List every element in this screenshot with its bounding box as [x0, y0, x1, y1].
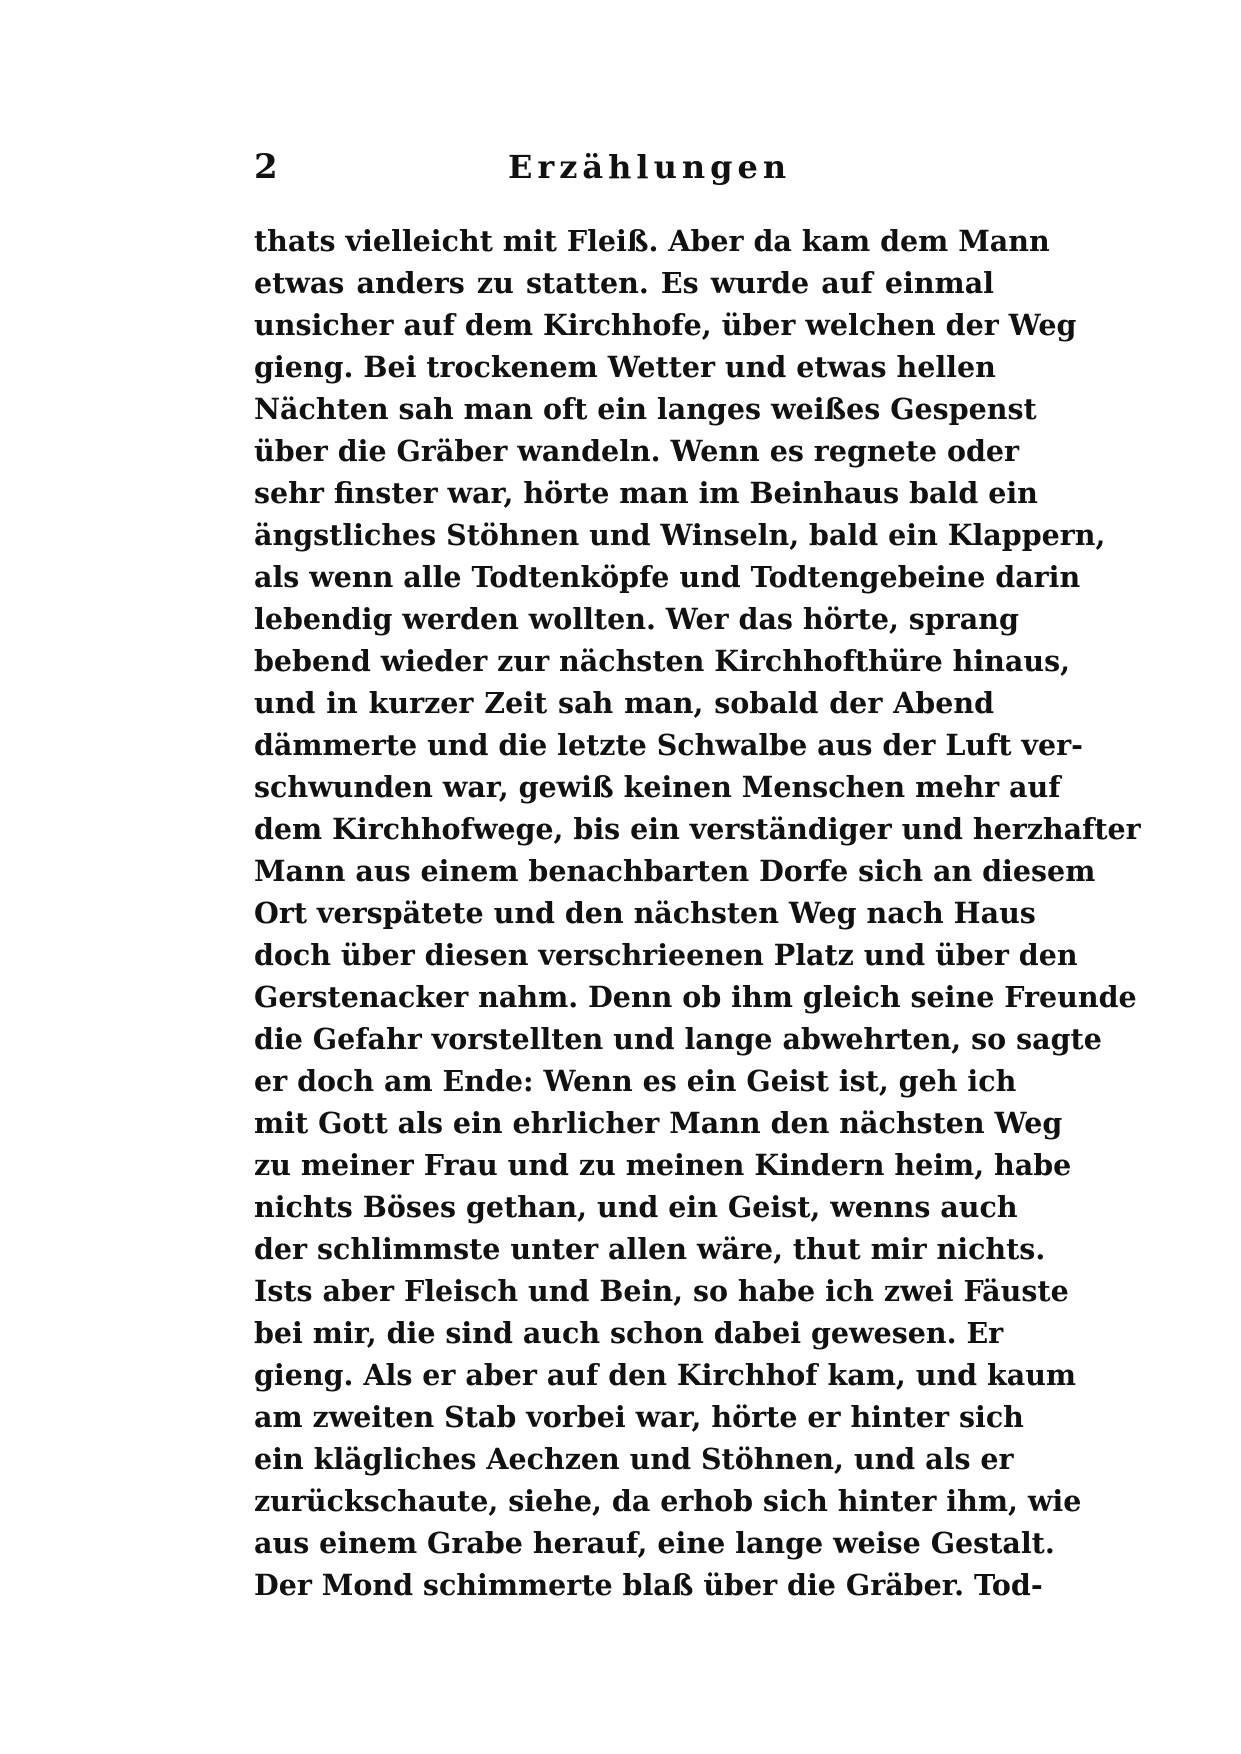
- text-line: schwunden war, gewiß keinen Menschen mehr auf: [254, 770, 1061, 804]
- text-line: ängstliches Stöhnen und Winseln, bald ein Klappern,: [254, 518, 1106, 552]
- text-line: über die Gräber wandeln. Wenn es regnete oder: [254, 434, 1020, 468]
- text-line: unsicher auf dem Kirchhofe, über welchen der Weg: [254, 308, 1077, 342]
- text-line: dem Kirchhofwege, bis ein verständiger und herzhafter: [254, 812, 1141, 846]
- text-line: und in kurzer Zeit sah man, sobald der Abend: [254, 686, 994, 720]
- text-line: lebendig werden wollten. Wer das hörte, sprang: [254, 602, 1019, 636]
- text-line: nichts Böses gethan, und ein Geist, wenns auch: [254, 1190, 1018, 1224]
- text-line: mit Gott als ein ehrlicher Mann den nächsten Weg: [254, 1106, 1063, 1140]
- text-line: bebend wieder zur nächsten Kirchhofthüre hinaus,: [254, 644, 1071, 678]
- text-line: ein klägliches Aechzen und Stöhnen, und als er: [254, 1442, 1014, 1476]
- text-line: Mann aus einem benachbarten Dorfe sich an diesem: [254, 854, 1096, 888]
- text-line: zu meiner Frau und zu meinen Kindern heim, habe: [254, 1148, 1072, 1182]
- text-line: sehr finster war, hörte man im Beinhaus bald ein: [254, 476, 1038, 510]
- text-line: bei mir, die sind auch schon dabei gewesen. Er: [254, 1316, 1004, 1350]
- text-line: aus einem Grabe herauf, eine lange weise Gestalt.: [254, 1526, 1055, 1560]
- text-line: Der Mond schimmerte blaß über die Gräber. Tod-: [254, 1568, 1043, 1602]
- text-line: thats vielleicht mit Fleiß. Aber da kam dem Mann: [254, 224, 1050, 258]
- page-number: 2: [254, 147, 278, 187]
- text-line: etwas anders zu statten. Es wurde auf einmal: [254, 266, 994, 300]
- text-line: zurückschaute, siehe, da erhob sich hinter ihm, wie: [254, 1484, 1082, 1518]
- text-line: Ort verspätete und den nächsten Weg nach Haus: [254, 896, 1036, 930]
- text-line: der schlimmste unter allen wäre, thut mir nichts.: [254, 1232, 1046, 1266]
- text-line: er doch am Ende: Wenn es ein Geist ist, geh ich: [254, 1064, 1017, 1098]
- text-line: doch über diesen verschrieenen Platz und über den: [254, 938, 1078, 972]
- text-line: Nächten sah man oft ein langes weißes Gespenst: [254, 392, 1037, 426]
- text-line: gieng. Bei trockenem Wetter und etwas hellen: [254, 350, 996, 384]
- running-title: Erzählungen: [508, 148, 792, 186]
- text-line: Ists aber Fleisch und Bein, so habe ich zwei Fäuste: [254, 1274, 1069, 1308]
- running-head: [254, 142, 994, 192]
- text-line: gieng. Als er aber auf den Kirchhof kam, und kaum: [254, 1358, 1077, 1392]
- text-line: am zweiten Stab vorbei war, hörte er hinter sich: [254, 1400, 1024, 1434]
- text-line: die Gefahr vorstellten und lange abwehrten, so sagte: [254, 1022, 1102, 1056]
- text-line: dämmerte und die letzte Schwalbe aus der Luft ver-: [254, 728, 1083, 762]
- text-line: als wenn alle Todtenköpfe und Todtengebeine darin: [254, 560, 1081, 594]
- text-line: Gerstenacker nahm. Denn ob ihm gleich seine Freunde: [254, 980, 1137, 1014]
- body-text: [254, 220, 1141, 1606]
